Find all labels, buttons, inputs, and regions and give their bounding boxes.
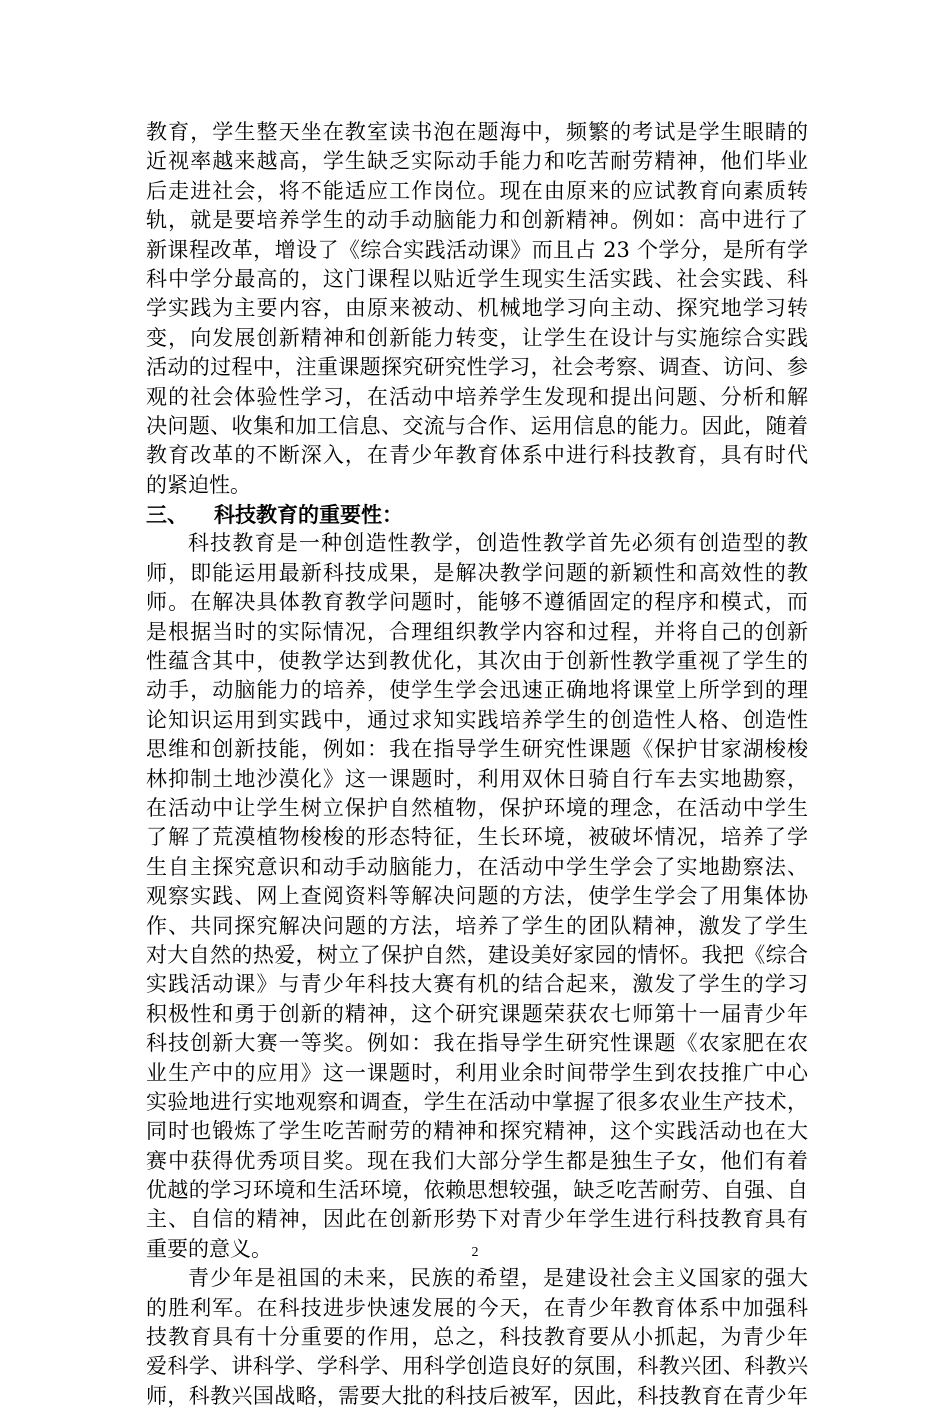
- paragraph-line: 决问题、收集和加工信息、交流与合作、运用信息的能力。因此，随着: [146, 413, 808, 438]
- paragraph-line: 观察实践、网上查阅资料等解决问题的方法，使学生学会了用集体协: [146, 884, 808, 909]
- paragraph-line: 性蕴含其中，使教学达到教优化，其次由于创新性教学重视了学生的: [146, 649, 808, 674]
- paragraph-line: 活动的过程中，注重课题探究研究性学习，社会考察、调查、访问、参: [146, 355, 808, 380]
- paragraph-line: 科技教育是一种创造性教学，创造性教学首先必须有创造型的教: [188, 531, 808, 556]
- paragraph-2: [146, 529, 808, 1264]
- paragraph-line: 新课程改革，增设了《综合实践活动课》而且占 23 个学分，是所有学: [146, 237, 808, 262]
- paragraph-line: 爱科学、讲科学、学科学、用科学创造良好的氛围，科教兴团、科教兴: [146, 1354, 808, 1379]
- section-title: 科技教育的重要性：: [214, 502, 403, 528]
- paragraph-line: 科中学分最高的，这门课程以贴近学生现实生活实践、社会实践、科: [146, 266, 808, 291]
- paragraph-line: 林抑制土地沙漠化》这一课题时，利用双休日骑自行车去实地勘察，: [146, 766, 808, 791]
- paragraph-line: 观的社会体验性学习，在活动中培养学生发现和提出问题、分析和解: [146, 384, 808, 409]
- paragraph-line: 教育，学生整天坐在教室读书泡在题海中，频繁的考试是学生眼睛的: [146, 120, 808, 144]
- paragraph-line: 了解了荒漠植物梭梭的形态特征，生长环境，被破坏情况，培养了学: [146, 825, 808, 850]
- paragraph-line: 积极性和勇于创新的精神，这个研究课题荣获农七师第十一届青少年: [146, 1001, 808, 1026]
- section-number: 三、: [146, 502, 188, 528]
- page-number: 2: [471, 1245, 479, 1260]
- paragraph-line: 变，向发展创新精神和创新能力转变，让学生在设计与实施综合实践: [146, 325, 808, 350]
- paragraph-line: 青少年是祖国的未来，民族的希望，是建设社会主义国家的强大: [188, 1266, 808, 1291]
- paragraph-3: [146, 1264, 808, 1411]
- paragraph-line: 赛中获得优秀项目奖。现在我们大部分学生都是独生子女，他们有着: [146, 1148, 808, 1173]
- paragraph-line: 实验地进行实地观察和调查，学生在活动中掌握了很多农业生产技术，: [146, 1089, 808, 1114]
- paragraph-line: 在活动中让学生树立保护自然植物，保护环境的理念，在活动中学生: [146, 795, 808, 820]
- paragraph-line: 同时也锻炼了学生吃苦耐劳的精神和探究精神，这个实践活动也在大: [146, 1119, 808, 1144]
- paragraph-line: 师，科教兴国战略，需要大批的科技后被军，因此，科技教育在青少年: [146, 1383, 808, 1408]
- paragraph-line: 动手，动脑能力的培养，使学生学会迅速正确地将课堂上所学到的理: [146, 678, 808, 703]
- paragraph-line: 科技创新大赛一等奖。例如：我在指导学生研究性课题《农家肥在农: [146, 1031, 808, 1056]
- paragraph-line: 优越的学习环境和生活环境，依赖思想较强，缺乏吃苦耐劳、自强、自: [146, 1178, 808, 1203]
- paragraph-1: [146, 118, 808, 500]
- paragraph-line: 业生产中的应用》这一课题时，利用业余时间带学生到农技推广中心: [146, 1060, 808, 1085]
- paragraph-line: 后走进社会，将不能适应工作岗位。现在由原来的应试教育向素质转: [146, 178, 808, 203]
- paragraph-line: 对大自然的热爱，树立了保护自然，建设美好家园的情怀。我把《综合: [146, 942, 808, 967]
- paragraph-line: 师，即能运用最新科技成果，是解决教学问题的新颖性和高效性的教: [146, 560, 808, 585]
- paragraph-line: 的紧迫性。: [146, 472, 251, 497]
- section-heading-3: [146, 500, 808, 529]
- paragraph-line: 是根据当时的实际情况，合理组织教学内容和过程，并将自己的创新: [146, 619, 808, 644]
- paragraph-line: 学实践为主要内容，由原来被动、机械地学习向主动、探究地学习转: [146, 296, 808, 321]
- paragraph-line: 重要的意义。: [146, 1236, 272, 1261]
- paragraph-line: 技教育具有十分重要的作用，总之，科技教育要从小抓起，为青少年: [146, 1325, 808, 1350]
- paragraph-line: 主、自信的精神，因此在创新形势下对青少年学生进行科技教育具有: [146, 1207, 808, 1232]
- paragraph-line: 的胜利军。在科技进步快速发展的今天，在青少年教育体系中加强科: [146, 1295, 808, 1320]
- paragraph-line: 作、共同探究解决问题的方法，培养了学生的团队精神，激发了学生: [146, 913, 808, 938]
- paragraph-line: 师。在解决具体教育教学问题时，能够不遵循固定的程序和模式，而: [146, 590, 808, 615]
- paragraph-line: 论知识运用到实践中，通过求知实践培养学生的创造性人格、创造性: [146, 707, 808, 732]
- paragraph-line: 近视率越来越高，学生缺乏实际动手能力和吃苦耐劳精神，他们毕业: [146, 149, 808, 174]
- paragraph-line: 生自主探究意识和动手动脑能力，在活动中学生学会了实地勘察法、: [146, 854, 808, 879]
- paragraph-line: 轨，就是要培养学生的动手动脑能力和创新精神。例如：高中进行了: [146, 208, 808, 233]
- paragraph-line: 思维和创新技能，例如：我在指导学生研究性课题《保护甘家湖梭梭: [146, 737, 808, 762]
- document-page: [146, 118, 808, 1411]
- paragraph-line: 实践活动课》与青少年科技大赛有机的结合起来，激发了学生的学习: [146, 972, 808, 997]
- paragraph-line: 教育改革的不断深入，在青少年教育体系中进行科技教育，具有时代: [146, 443, 808, 468]
